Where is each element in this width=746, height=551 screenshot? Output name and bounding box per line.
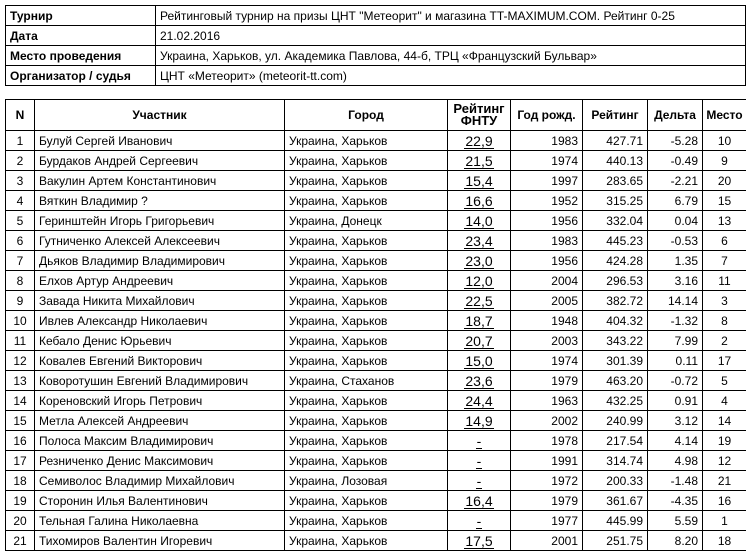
cell-birth-year: 1974 — [511, 151, 583, 171]
cell-delta: 4.14 — [648, 431, 703, 451]
cell-birth-year: 1983 — [511, 231, 583, 251]
cell-participant: Бурдаков Андрей Сергеевич — [35, 151, 285, 171]
cell-place: 8 — [703, 311, 746, 331]
cell-city: Украина, Харьков — [285, 491, 448, 511]
cell-rating: 424.28 — [583, 251, 648, 271]
cell-delta: 3.12 — [648, 411, 703, 431]
cell-birth-year: 2004 — [511, 271, 583, 291]
cell-delta: 14.14 — [648, 291, 703, 311]
cell-delta: 0.91 — [648, 391, 703, 411]
cell-city: Украина, Донецк — [285, 211, 448, 231]
cell-participant: Метла Алексей Андреевич — [35, 411, 285, 431]
cell-fntu-rating — [448, 371, 511, 391]
cell-delta: -1.48 — [648, 471, 703, 491]
cell-fntu-rating — [448, 511, 511, 531]
organizer-value: ЦНТ «Метеорит» (meteorit-tt.com) — [156, 66, 746, 86]
tournament-label: Турнир — [6, 6, 156, 26]
cell-number: 17 — [6, 451, 35, 471]
cell-birth-year: 1978 — [511, 431, 583, 451]
cell-participant: Полоса Максим Владимирович — [35, 431, 285, 451]
cell-participant: Ивлев Александр Николаевич — [35, 311, 285, 331]
cell-rating: 301.39 — [583, 351, 648, 371]
cell-birth-year: 1979 — [511, 491, 583, 511]
info-row-venue — [6, 46, 746, 66]
cell-participant: Семиволос Владимир Михайлович — [35, 471, 285, 491]
cell-fntu-rating — [448, 491, 511, 511]
venue-value: Украина, Харьков, ул. Академика Павлова, 44-б, ТРЦ «Французский Бульвар» — [156, 46, 746, 66]
fntu-rating-value: 22,9 — [465, 132, 493, 149]
results-header-row — [6, 100, 746, 131]
cell-number: 5 — [6, 211, 35, 231]
cell-number: 6 — [6, 231, 35, 251]
cell-birth-year: 1972 — [511, 471, 583, 491]
fntu-rating-value: - — [476, 512, 482, 529]
cell-rating: 240.99 — [583, 411, 648, 431]
cell-number: 21 — [6, 531, 35, 551]
cell-participant: Булуй Сергей Иванович — [35, 131, 285, 151]
cell-number: 10 — [6, 311, 35, 331]
cell-delta: -4.35 — [648, 491, 703, 511]
cell-delta: -1.32 — [648, 311, 703, 331]
table-row — [6, 211, 746, 231]
cell-city: Украина, Харьков — [285, 391, 448, 411]
cell-number: 8 — [6, 271, 35, 291]
cell-rating: 251.75 — [583, 531, 648, 551]
cell-rating: 343.22 — [583, 331, 648, 351]
cell-delta: 0.04 — [648, 211, 703, 231]
cell-fntu-rating — [448, 411, 511, 431]
cell-rating: 296.53 — [583, 271, 648, 291]
header-fntu-line1: Рейтинг — [453, 101, 505, 116]
table-row — [6, 371, 746, 391]
cell-participant: Тихомиров Валентин Игоревич — [35, 531, 285, 551]
cell-rating: 332.04 — [583, 211, 648, 231]
cell-city: Украина, Харьков — [285, 171, 448, 191]
cell-rating: 361.67 — [583, 491, 648, 511]
table-row — [6, 131, 746, 151]
cell-participant: Елхов Артур Андреевич — [35, 271, 285, 291]
fntu-rating-value: 15,4 — [465, 172, 493, 189]
cell-birth-year: 1983 — [511, 131, 583, 151]
cell-number: 11 — [6, 331, 35, 351]
cell-number: 16 — [6, 431, 35, 451]
cell-fntu-rating — [448, 451, 511, 471]
cell-fntu-rating — [448, 151, 511, 171]
tournament-info-table — [5, 5, 746, 86]
cell-delta: 5.59 — [648, 511, 703, 531]
cell-place: 14 — [703, 411, 746, 431]
cell-city: Украина, Стаханов — [285, 371, 448, 391]
cell-fntu-rating — [448, 131, 511, 151]
cell-delta: 6.79 — [648, 191, 703, 211]
cell-participant: Геринштейн Игорь Григорьевич — [35, 211, 285, 231]
fntu-rating-value: 17,5 — [465, 532, 493, 549]
cell-delta: -5.28 — [648, 131, 703, 151]
cell-city: Украина, Харьков — [285, 531, 448, 551]
cell-city: Украина, Харьков — [285, 131, 448, 151]
cell-city: Украина, Харьков — [285, 431, 448, 451]
cell-fntu-rating — [448, 231, 511, 251]
cell-place: 4 — [703, 391, 746, 411]
cell-place: 13 — [703, 211, 746, 231]
fntu-rating-value: 23,6 — [465, 372, 493, 389]
fntu-rating-value: 24,4 — [465, 392, 493, 409]
cell-delta: 0.11 — [648, 351, 703, 371]
cell-rating: 314.74 — [583, 451, 648, 471]
cell-participant: Сторонин Илья Валентинович — [35, 491, 285, 511]
fntu-rating-value: 14,9 — [465, 412, 493, 429]
cell-fntu-rating — [448, 171, 511, 191]
table-row — [6, 411, 746, 431]
cell-fntu-rating — [448, 191, 511, 211]
cell-number: 9 — [6, 291, 35, 311]
table-row — [6, 531, 746, 551]
table-row — [6, 251, 746, 271]
cell-place: 11 — [703, 271, 746, 291]
cell-rating: 445.23 — [583, 231, 648, 251]
cell-fntu-rating — [448, 471, 511, 491]
cell-birth-year: 1979 — [511, 371, 583, 391]
results-body — [6, 131, 746, 551]
fntu-rating-value: 16,6 — [465, 192, 493, 209]
cell-birth-year: 1991 — [511, 451, 583, 471]
date-value: 21.02.2016 — [156, 26, 746, 46]
tournament-value: Рейтинговый турнир на призы ЦНТ "Метеорит" и магазина TT-MAXIMUM.COM. Рейтинг 0-25 — [156, 6, 746, 26]
cell-place: 12 — [703, 451, 746, 471]
cell-participant: Дьяков Владимир Владимирович — [35, 251, 285, 271]
cell-city: Украина, Харьков — [285, 251, 448, 271]
table-row — [6, 451, 746, 471]
cell-place: 1 — [703, 511, 746, 531]
cell-place: 9 — [703, 151, 746, 171]
cell-number: 20 — [6, 511, 35, 531]
fntu-rating-value: - — [476, 452, 482, 469]
cell-number: 3 — [6, 171, 35, 191]
cell-participant: Резниченко Денис Максимович — [35, 451, 285, 471]
cell-rating: 200.33 — [583, 471, 648, 491]
cell-fntu-rating — [448, 391, 511, 411]
cell-fntu-rating — [448, 331, 511, 351]
table-row — [6, 271, 746, 291]
cell-birth-year: 1977 — [511, 511, 583, 531]
cell-birth-year: 1956 — [511, 251, 583, 271]
fntu-rating-value: - — [476, 472, 482, 489]
cell-fntu-rating — [448, 431, 511, 451]
cell-number: 12 — [6, 351, 35, 371]
fntu-rating-value: 21,5 — [465, 152, 493, 169]
cell-city: Украина, Харьков — [285, 151, 448, 171]
cell-rating: 382.72 — [583, 291, 648, 311]
fntu-rating-value: 16,4 — [465, 492, 493, 509]
fntu-rating-value: 14,0 — [465, 212, 493, 229]
cell-birth-year: 1952 — [511, 191, 583, 211]
cell-place: 16 — [703, 491, 746, 511]
cell-number: 18 — [6, 471, 35, 491]
cell-birth-year: 1963 — [511, 391, 583, 411]
cell-birth-year: 1948 — [511, 311, 583, 331]
cell-number: 4 — [6, 191, 35, 211]
cell-number: 19 — [6, 491, 35, 511]
cell-fntu-rating — [448, 291, 511, 311]
cell-delta: -0.49 — [648, 151, 703, 171]
cell-city: Украина, Харьков — [285, 331, 448, 351]
cell-city: Украина, Харьков — [285, 231, 448, 251]
table-row — [6, 291, 746, 311]
cell-number: 14 — [6, 391, 35, 411]
table-row — [6, 151, 746, 171]
cell-city: Украина, Харьков — [285, 351, 448, 371]
cell-city: Украина, Харьков — [285, 311, 448, 331]
cell-delta: 3.16 — [648, 271, 703, 291]
cell-birth-year: 2003 — [511, 331, 583, 351]
fntu-rating-value: 18,7 — [465, 312, 493, 329]
cell-participant: Кебало Денис Юрьевич — [35, 331, 285, 351]
cell-place: 20 — [703, 171, 746, 191]
cell-place: 3 — [703, 291, 746, 311]
info-row-tournament — [6, 6, 746, 26]
cell-city: Украина, Харьков — [285, 451, 448, 471]
cell-delta: 1.35 — [648, 251, 703, 271]
cell-participant: Завада Никита Михайлович — [35, 291, 285, 311]
organizer-label: Организатор / судья — [6, 66, 156, 86]
cell-number: 13 — [6, 371, 35, 391]
cell-fntu-rating — [448, 311, 511, 331]
venue-label: Место проведения — [6, 46, 156, 66]
header-birth-year: Год рожд. — [511, 100, 583, 131]
cell-place: 6 — [703, 231, 746, 251]
cell-rating: 283.65 — [583, 171, 648, 191]
header-place: Место — [703, 100, 746, 131]
cell-fntu-rating — [448, 251, 511, 271]
cell-city: Украина, Лозовая — [285, 471, 448, 491]
cell-birth-year: 1974 — [511, 351, 583, 371]
cell-rating: 440.13 — [583, 151, 648, 171]
cell-birth-year: 2002 — [511, 411, 583, 431]
cell-city: Украина, Харьков — [285, 191, 448, 211]
cell-participant: Вяткин Владимир ? — [35, 191, 285, 211]
cell-number: 7 — [6, 251, 35, 271]
cell-rating: 404.32 — [583, 311, 648, 331]
fntu-rating-value: - — [476, 432, 482, 449]
cell-rating: 427.71 — [583, 131, 648, 151]
table-row — [6, 471, 746, 491]
cell-place: 15 — [703, 191, 746, 211]
cell-birth-year: 1956 — [511, 211, 583, 231]
cell-birth-year: 1997 — [511, 171, 583, 191]
cell-city: Украина, Харьков — [285, 271, 448, 291]
table-row — [6, 331, 746, 351]
header-participant: Участник — [35, 100, 285, 131]
fntu-rating-value: 20,7 — [465, 332, 493, 349]
table-row — [6, 511, 746, 531]
date-label: Дата — [6, 26, 156, 46]
cell-fntu-rating — [448, 531, 511, 551]
cell-city: Украина, Харьков — [285, 511, 448, 531]
table-row — [6, 391, 746, 411]
cell-place: 7 — [703, 251, 746, 271]
cell-participant: Кореновский Игорь Петрович — [35, 391, 285, 411]
info-row-organizer — [6, 66, 746, 86]
table-row — [6, 351, 746, 371]
cell-number: 2 — [6, 151, 35, 171]
cell-place: 10 — [703, 131, 746, 151]
header-fntu-rating — [448, 100, 511, 131]
header-delta: Дельта — [648, 100, 703, 131]
header-rating: Рейтинг — [583, 100, 648, 131]
cell-fntu-rating — [448, 271, 511, 291]
cell-number: 15 — [6, 411, 35, 431]
cell-delta: 4.98 — [648, 451, 703, 471]
fntu-rating-value: 15,0 — [465, 352, 493, 369]
table-row — [6, 491, 746, 511]
fntu-rating-value: 23,0 — [465, 252, 493, 269]
cell-participant: Ковалев Евгений Викторович — [35, 351, 285, 371]
cell-participant: Гутниченко Алексей Алексеевич — [35, 231, 285, 251]
table-row — [6, 231, 746, 251]
table-row — [6, 311, 746, 331]
cell-delta: -0.72 — [648, 371, 703, 391]
table-row — [6, 191, 746, 211]
cell-delta: 7.99 — [648, 331, 703, 351]
cell-fntu-rating — [448, 351, 511, 371]
cell-place: 2 — [703, 331, 746, 351]
fntu-rating-value: 12,0 — [465, 272, 493, 289]
cell-number: 1 — [6, 131, 35, 151]
cell-rating: 463.20 — [583, 371, 648, 391]
info-row-date — [6, 26, 746, 46]
cell-place: 18 — [703, 531, 746, 551]
cell-fntu-rating — [448, 211, 511, 231]
cell-rating: 217.54 — [583, 431, 648, 451]
cell-delta: 8.20 — [648, 531, 703, 551]
header-fntu-line2: ФНТУ — [460, 113, 498, 128]
cell-delta: -2.21 — [648, 171, 703, 191]
cell-city: Украина, Харьков — [285, 411, 448, 431]
header-city: Город — [285, 100, 448, 131]
cell-place: 21 — [703, 471, 746, 491]
cell-birth-year: 2005 — [511, 291, 583, 311]
cell-place: 17 — [703, 351, 746, 371]
cell-birth-year: 2001 — [511, 531, 583, 551]
cell-place: 19 — [703, 431, 746, 451]
results-table — [5, 99, 746, 551]
table-row — [6, 171, 746, 191]
fntu-rating-value: 23,4 — [465, 232, 493, 249]
cell-rating: 445.99 — [583, 511, 648, 531]
cell-delta: -0.53 — [648, 231, 703, 251]
fntu-rating-value: 22,5 — [465, 292, 493, 309]
cell-participant: Коворотушин Евгений Владимирович — [35, 371, 285, 391]
cell-participant: Вакулин Артем Константинович — [35, 171, 285, 191]
cell-participant: Тельная Галина Николаевна — [35, 511, 285, 531]
table-row — [6, 431, 746, 451]
cell-city: Украина, Харьков — [285, 291, 448, 311]
cell-rating: 315.25 — [583, 191, 648, 211]
cell-rating: 432.25 — [583, 391, 648, 411]
cell-place: 5 — [703, 371, 746, 391]
header-number: N — [6, 100, 35, 131]
